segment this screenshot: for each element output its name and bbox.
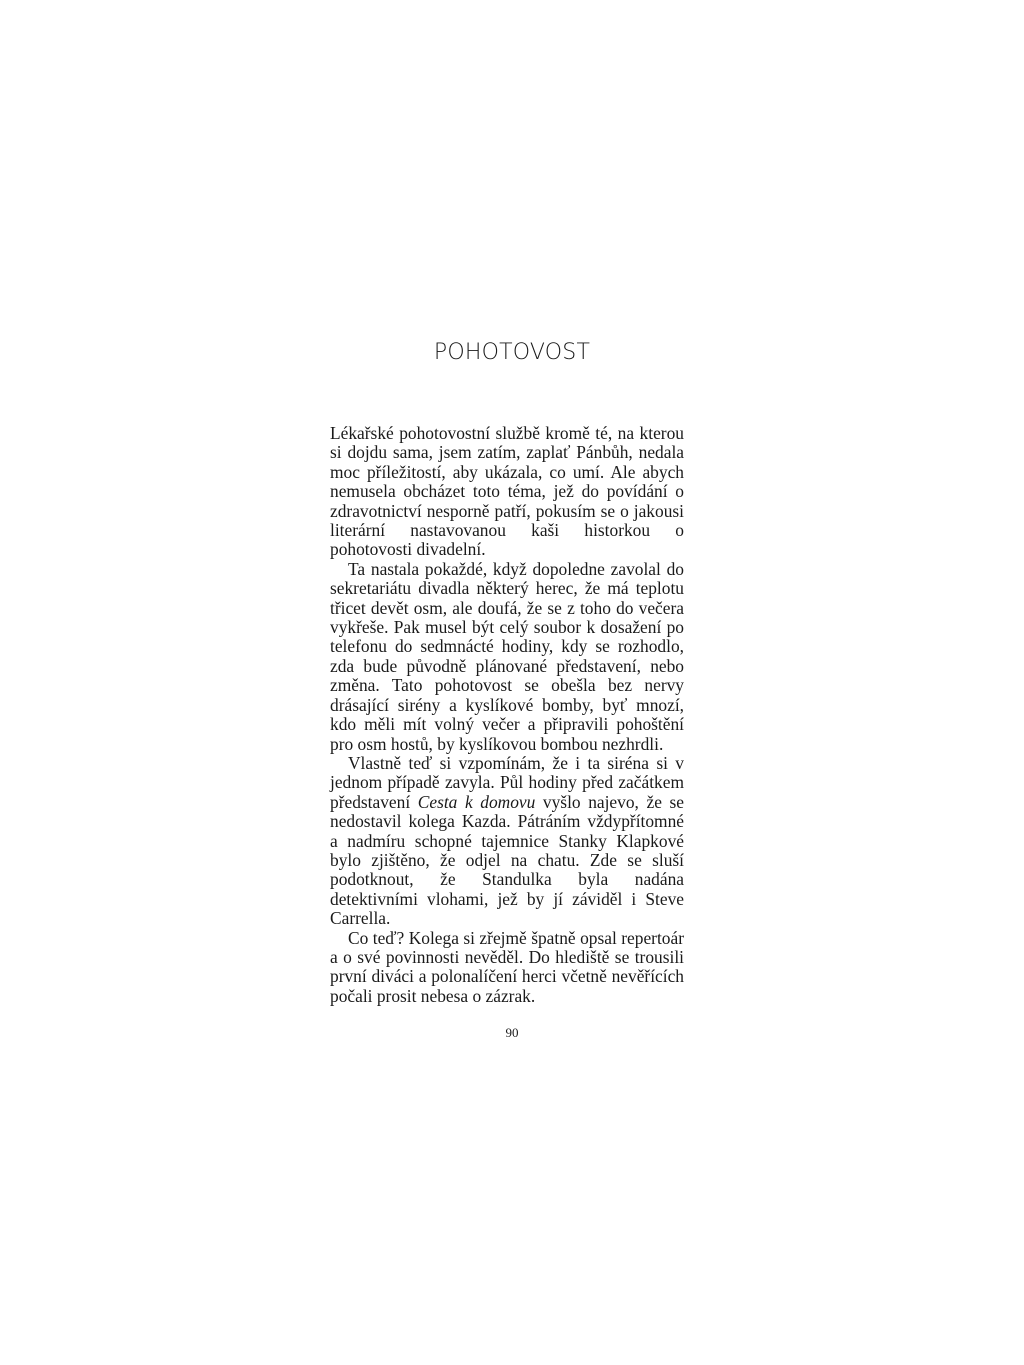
paragraph-2: Ta nastala pokaždé, když dopoledne zavolal do sekretariátu divadla některý herec, že má teplotu třicet devět osm, ale doufá, že se z toho do večera vykřeše. Pak musel být celý soubor k dosažení po telefonu do sedmnácté hodiny, kdy se rozhodlo, zda bude původně plánované představení, nebo změna. Tato pohotovost se obešla bez nervy drásající sirény a kyslíkové bomby, byť mnozí, kdo měli mít volný večer a připravili pohoštění pro osm hostů, by kyslíkovou bombou nezhrdli. — [330, 558, 684, 754]
play-title: Cesta k domovu — [417, 791, 536, 812]
paragraph-3-text-before: Vlastně teď si vzpomínám, že i ta siréna si v jednom případě zavyla. Půl hodiny před začátkem představení — [330, 752, 684, 812]
paragraph-1: Lékařské pohotovostní službě kromě té, na kterou si dojdu sama, jsem zatím, zaplať Pánbůh, nedala moc příležitostí, aby ukázala, co umí. Ale abych nemusela obcházet toto téma, jež do povídání o zdravotnictví nesporně patří, pokusím se o jakousi literární nastavovanou kaši historkou o pohotovosti divadelní. — [330, 423, 684, 560]
chapter-title: POHOTOVOST — [433, 340, 591, 365]
paragraph-3 — [330, 754, 684, 929]
body-text — [330, 424, 684, 1006]
paragraph-3-text-after: vyšlo najevo, že se nedostavil kolega Kazda. Pátráním vždypřítomné a nadmíru schopné tajemnice Stanky Klapkové bylo zjištěno, že odjel na chatu. Zde se sluší podotknout, že Standulka byla nadána detektivními vlohami, jež by jí záviděl i Steve Carrella. — [330, 791, 684, 929]
paragraph-4: Co teď? Kolega si zřejmě špatně opsal repertoár a o své povinnosti nevěděl. Do hlediště se trousili první diváci a polonalíčení herci včetně nevěřících počali prosit nebesa o zázrak. — [330, 927, 684, 1006]
page-number: 90 — [505, 1025, 519, 1040]
